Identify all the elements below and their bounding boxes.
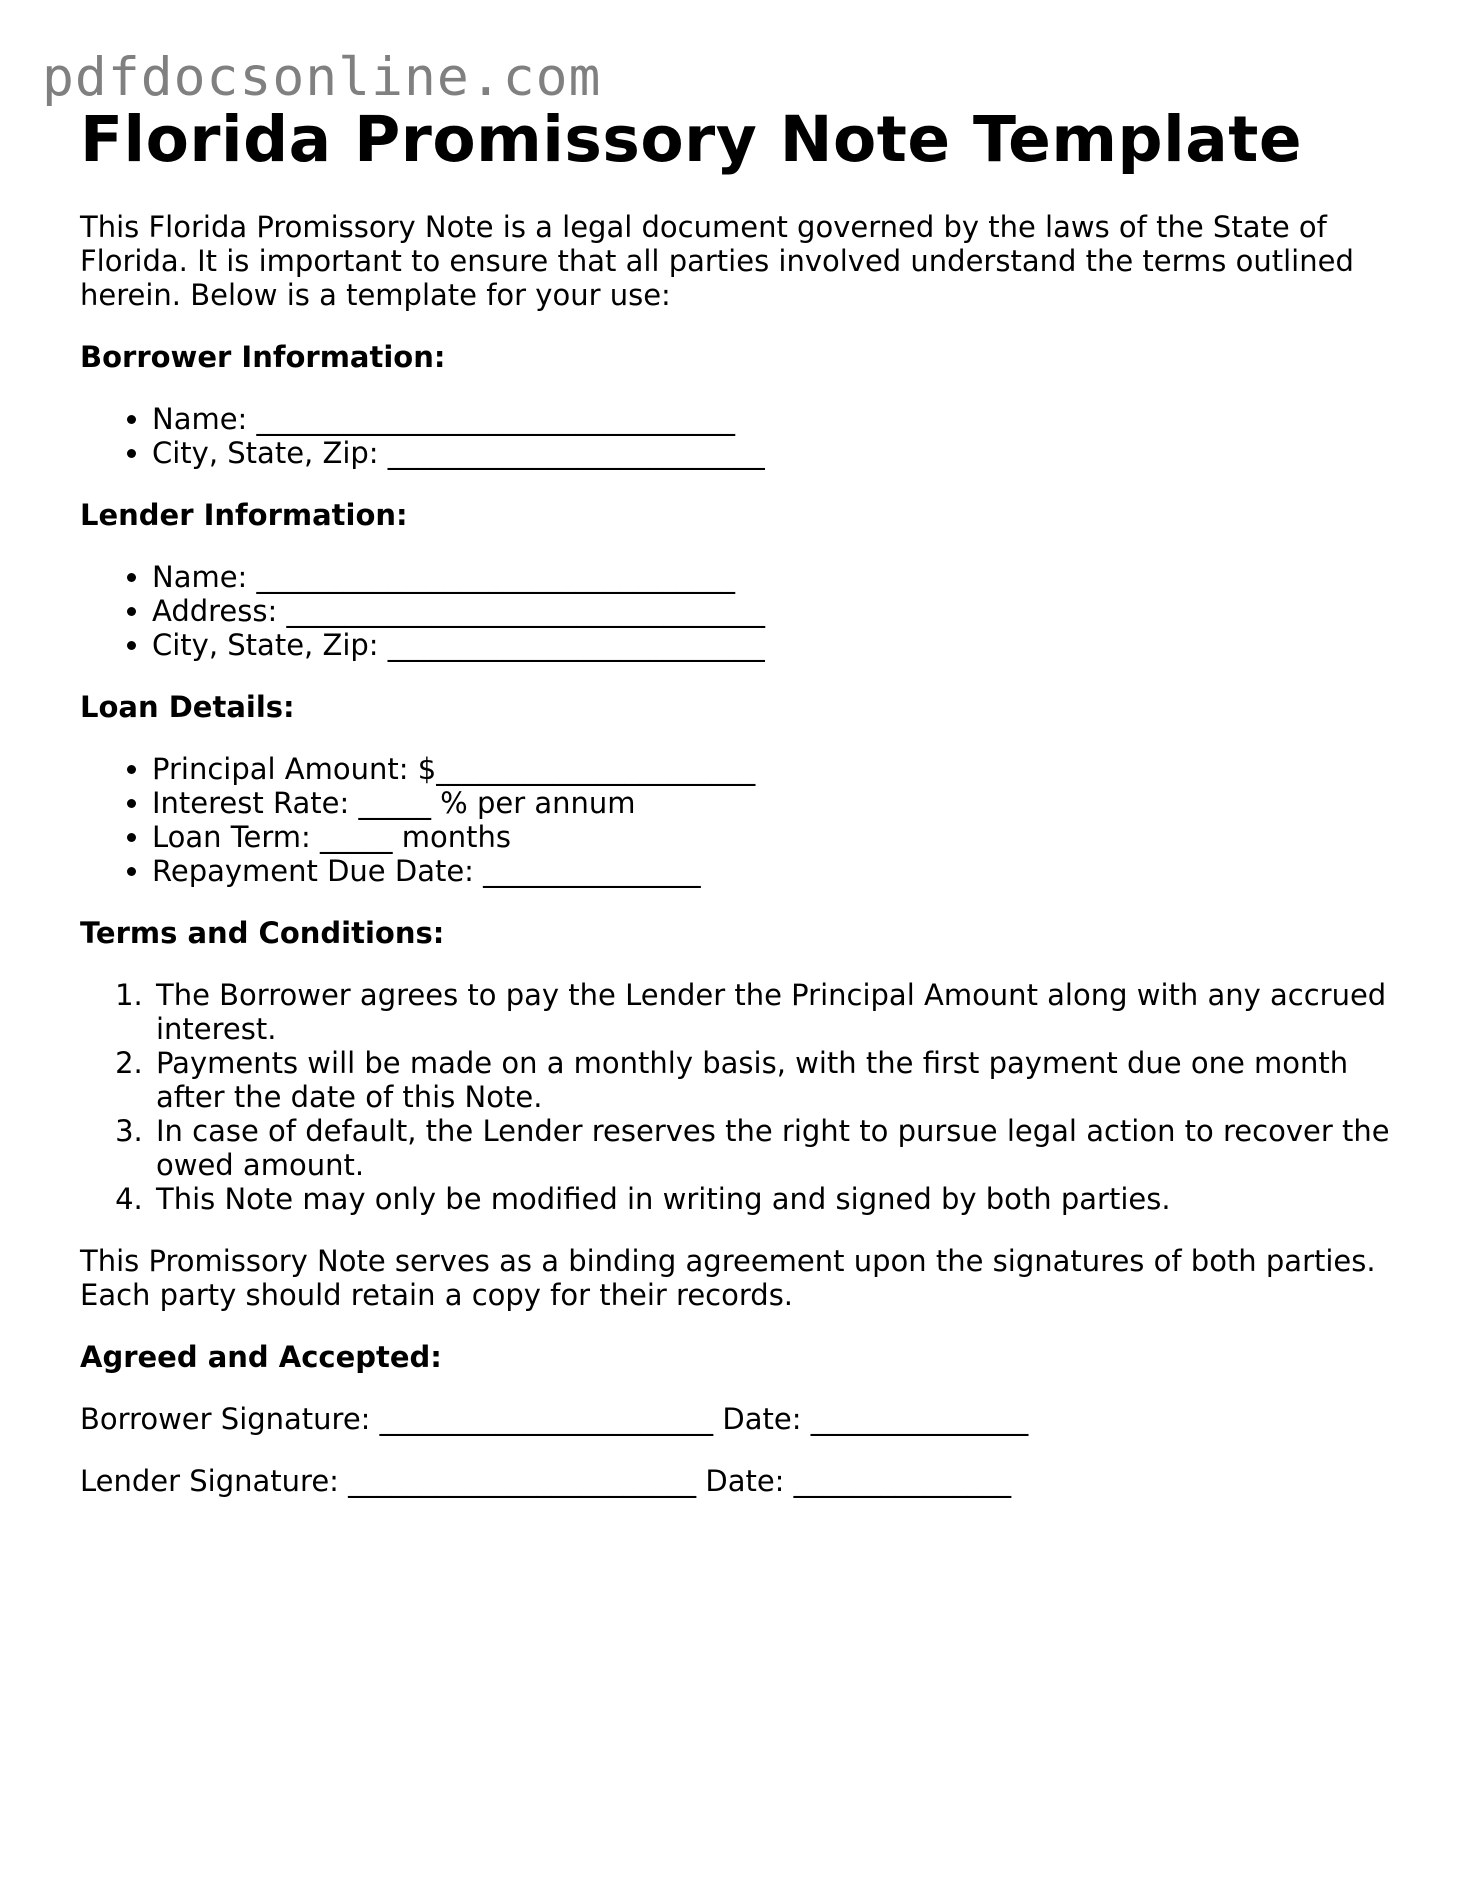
lender-city-state-zip-field: • City, State, Zip: __________________________ bbox=[152, 628, 1400, 662]
closing-paragraph: This Promissory Note serves as a binding agreement upon the signatures of both parties. Each party should retain a copy for their records. bbox=[80, 1244, 1376, 1312]
interest-rate-field: • Interest Rate: _____ % per annum bbox=[152, 786, 1400, 820]
borrower-name-field: • Name: _________________________________ bbox=[152, 402, 1400, 436]
loan-term-field: • Loan Term: _____ months bbox=[152, 820, 1400, 854]
agreement-heading: Agreed and Accepted: bbox=[80, 1340, 442, 1374]
term-item: 4. This Note may only be modified in writing and signed by both parties. bbox=[152, 1182, 1400, 1216]
term-item: 3. In case of default, the Lender reserves the right to pursue legal action to recover the owed amount. bbox=[152, 1114, 1400, 1182]
document-body bbox=[80, 100, 1400, 1498]
term-item: 2. Payments will be made on a monthly basis, with the first payment due one month after the date of this Note. bbox=[152, 1046, 1400, 1114]
borrower-list bbox=[80, 402, 1400, 470]
lender-list bbox=[80, 560, 1400, 662]
loan-heading: Loan Details: bbox=[80, 690, 295, 724]
watermark: pdfdocsonline.com bbox=[42, 47, 602, 108]
term-item: 1. The Borrower agrees to pay the Lender the Principal Amount along with any accrued interest. bbox=[152, 978, 1400, 1046]
intro-paragraph: This Florida Promissory Note is a legal document governed by the laws of the State of Florida. It is important to ensure that all parties involved understand the terms outlined herein. Below is a template for your use: bbox=[80, 210, 1354, 312]
lender-address-field: • Address: _________________________________ bbox=[152, 594, 1400, 628]
principal-amount-field: • Principal Amount: $______________________ bbox=[152, 752, 1400, 786]
lender-signature-line: Lender Signature: ________________________ Date: _______________ bbox=[80, 1464, 1012, 1498]
borrower-signature-line: Borrower Signature: _______________________ Date: _______________ bbox=[80, 1402, 1029, 1436]
page-title: Florida Promissory Note Template bbox=[80, 103, 1303, 176]
terms-heading: Terms and Conditions: bbox=[80, 916, 445, 950]
lender-heading: Lender Information: bbox=[80, 498, 408, 532]
repayment-due-date-field: • Repayment Due Date: _______________ bbox=[152, 854, 1400, 888]
loan-list bbox=[80, 752, 1400, 888]
borrower-city-state-zip-field: • City, State, Zip: __________________________ bbox=[152, 436, 1400, 470]
terms-list bbox=[80, 978, 1400, 1216]
borrower-heading: Borrower Information: bbox=[80, 340, 446, 374]
lender-name-field: • Name: _________________________________ bbox=[152, 560, 1400, 594]
